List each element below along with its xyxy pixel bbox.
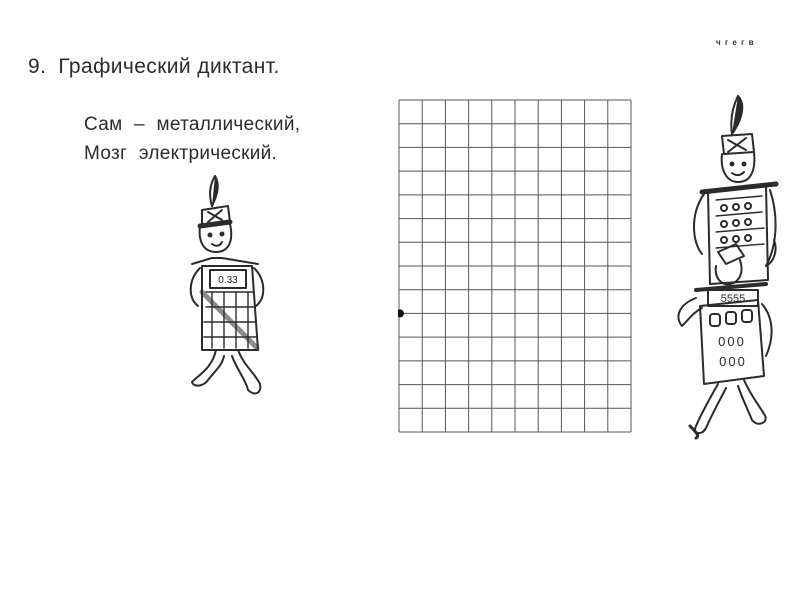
- robot-right-buttons-row-1: 000: [718, 334, 746, 349]
- corner-mark: ч г е г в: [716, 38, 755, 47]
- robot-right-buttons-row-2: 000: [719, 354, 747, 369]
- grid-svg: [398, 99, 632, 433]
- dictation-grid: [398, 99, 632, 433]
- robot-left-panel-label: 0.33: [218, 275, 238, 286]
- riddle-line-1: Сам – металлический,: [84, 114, 301, 135]
- robot-right-drawing: [666, 94, 782, 440]
- exercise-title-text: Графический диктант.: [58, 55, 280, 78]
- robot-right-panel-label: 5555: [720, 293, 746, 305]
- exercise-number: 9.: [28, 55, 47, 78]
- robot-left-drawing: [182, 172, 282, 408]
- riddle: [84, 110, 300, 168]
- robot-right-illustration-icon: [666, 94, 782, 440]
- exercise-title: [28, 55, 280, 79]
- start-dot-icon: [398, 309, 404, 317]
- riddle-line-2: Мозг электрический.: [84, 143, 278, 164]
- robot-left-illustration-icon: [182, 172, 282, 408]
